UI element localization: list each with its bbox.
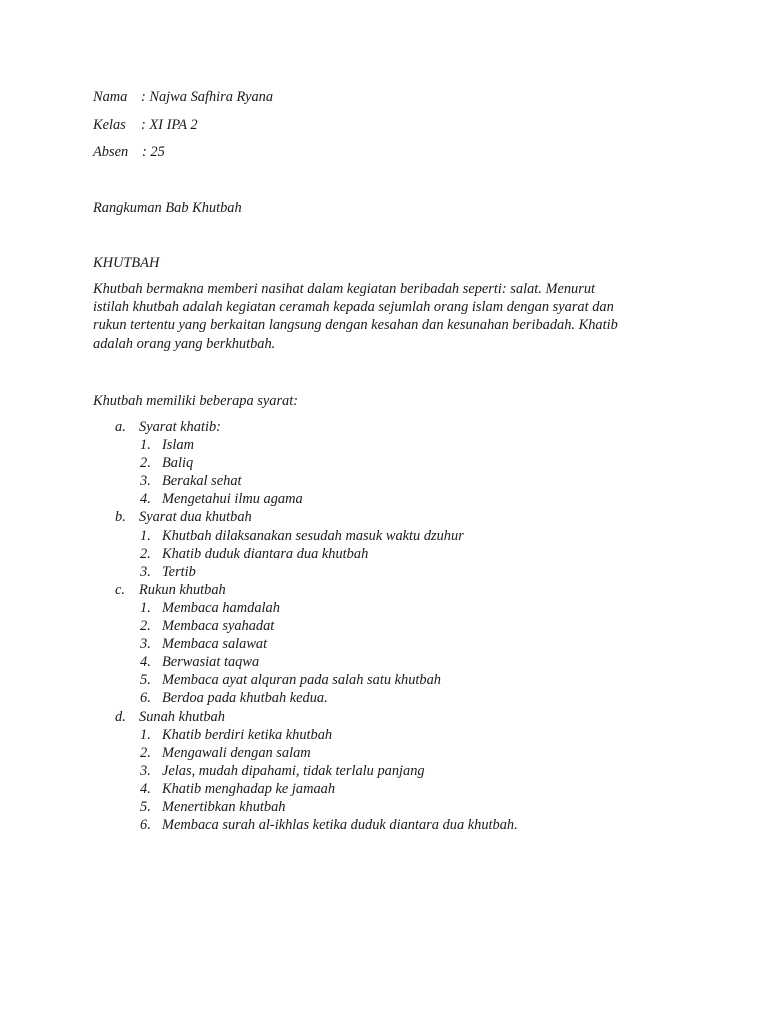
list-item: [93, 798, 653, 816]
group-title: Rukun khutbah: [139, 581, 226, 598]
item-text: Berwasiat taqwa: [162, 654, 260, 671]
item-text: Jelas, mudah dipahami, tidak terlalu panjang: [162, 762, 425, 779]
item-text: Khatib berdiri ketika khutbah: [162, 726, 333, 743]
group-marker: c.: [115, 581, 125, 598]
item-number: 2.: [140, 744, 151, 761]
list-item: [93, 816, 653, 834]
paragraph-line: Khutbah bermakna memberi nasihat dalam kegiatan beribadah seperti: salat. Menurut: [93, 281, 596, 297]
list-group: [93, 708, 653, 835]
item-text: Khutbah dilaksanakan sesudah masuk waktu dzuhur: [162, 527, 464, 544]
list-intro: Khutbah memiliki beberapa syarat:: [93, 393, 299, 409]
item-number: 4.: [140, 654, 151, 671]
item-number: 3.: [140, 762, 151, 779]
item-number: 1.: [140, 527, 151, 544]
item-number: 4.: [140, 491, 151, 508]
absen-value: : 25: [142, 144, 165, 160]
item-number: 3.: [140, 563, 151, 580]
item-text: Baliq: [162, 455, 194, 472]
item-number: 3.: [140, 636, 151, 653]
paragraph-line: rukun tertentu yang berkaitan langsung dengan kesahan dan kesunahan beribadah. Khatib: [93, 317, 618, 334]
group-heading: [93, 708, 653, 726]
item-text: Menertibkan khutbah: [162, 798, 286, 815]
list-item: [93, 436, 653, 454]
kelas-label: Kelas: [93, 117, 126, 133]
list-item: [93, 635, 653, 653]
paragraph-line: istilah khutbah adalah kegiatan ceramah kepada sejumlah orang islam dengan syarat dan: [93, 299, 614, 316]
nama-label: Nama: [93, 89, 128, 105]
item-text: Membaca hamdalah: [162, 599, 280, 616]
list-group: [93, 581, 653, 708]
list-item: [93, 744, 653, 762]
item-text: Membaca syahadat: [162, 618, 275, 635]
item-text: Mengawali dengan salam: [162, 744, 311, 761]
document-title: Rangkuman Bab Khutbah: [93, 200, 242, 216]
list-group: [93, 418, 653, 508]
list-item: [93, 762, 653, 780]
group-title: Sunah khutbah: [139, 708, 225, 725]
khutbah-paragraph: [93, 280, 673, 353]
item-text: Berdoa pada khutbah kedua.: [162, 690, 328, 707]
item-text: Khatib duduk diantara dua khutbah: [162, 545, 369, 562]
list-item: [93, 527, 653, 545]
item-text: Islam: [162, 437, 194, 454]
item-text: Membaca surah al-ikhlas ketika duduk diantara dua khutbah.: [162, 817, 518, 834]
absen-label: Absen: [93, 144, 129, 160]
item-number: 2.: [140, 545, 151, 562]
list-item: [93, 726, 653, 744]
item-number: 6.: [140, 817, 151, 834]
item-number: 1.: [140, 726, 151, 743]
list-item: [93, 599, 653, 617]
group-heading: [93, 581, 653, 599]
list-item: [93, 490, 653, 508]
group-heading: [93, 418, 653, 436]
item-number: 1.: [140, 599, 151, 616]
list-item: [93, 780, 653, 798]
group-marker: a.: [115, 419, 126, 435]
item-number: 5.: [140, 672, 151, 689]
list-item: [93, 472, 653, 490]
item-text: Khatib menghadap ke jamaah: [162, 780, 336, 797]
group-heading: [93, 508, 653, 526]
group-title: Syarat dua khutbah: [139, 509, 252, 526]
group-marker: b.: [115, 509, 126, 526]
nama-row: [93, 88, 274, 106]
item-text: Membaca ayat alquran pada salah satu khutbah: [162, 672, 441, 689]
section-title: KHUTBAH: [93, 255, 160, 271]
item-number: 2.: [140, 455, 151, 472]
group-title: Syarat khatib:: [139, 419, 221, 435]
item-number: 6.: [140, 690, 151, 707]
list-group: [93, 508, 653, 580]
nama-value: : Najwa Safhira Ryana: [141, 89, 274, 105]
item-text: Mengetahui ilmu agama: [162, 491, 303, 508]
kelas-value: : XI IPA 2: [141, 117, 198, 133]
item-number: 1.: [140, 437, 151, 454]
item-number: 3.: [140, 473, 151, 490]
item-text: Membaca salawat: [162, 636, 268, 653]
group-marker: d.: [115, 708, 126, 725]
item-number: 2.: [140, 618, 151, 635]
list-item: [93, 563, 653, 581]
list-item: [93, 689, 653, 707]
list-item: [93, 617, 653, 635]
list-item: [93, 454, 653, 472]
list-item: [93, 545, 653, 563]
list-item: [93, 653, 653, 671]
syarat-list: [93, 418, 653, 834]
item-text: Berakal sehat: [162, 473, 242, 490]
item-number: 4.: [140, 780, 151, 797]
paragraph-line: adalah orang yang berkhutbah.: [93, 335, 276, 352]
item-text: Tertib: [162, 563, 196, 580]
kelas-row: [93, 116, 198, 134]
absen-row: [93, 143, 165, 161]
list-item: [93, 671, 653, 689]
item-number: 5.: [140, 798, 151, 815]
